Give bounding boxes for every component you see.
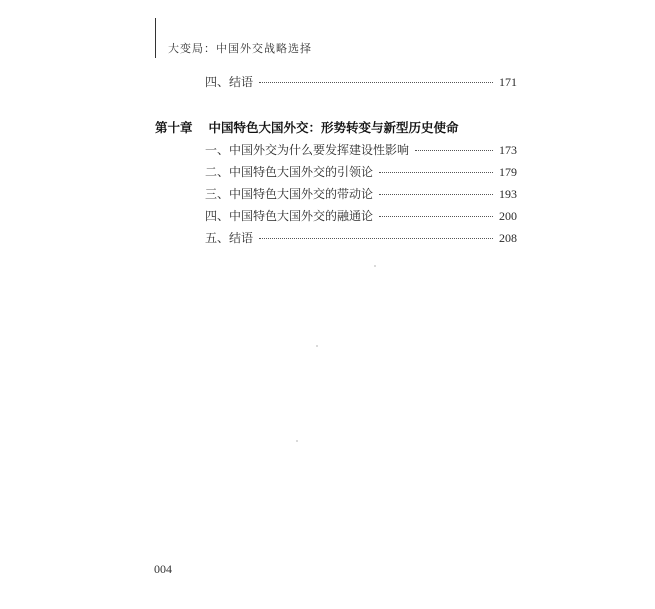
toc-entry-page: 179 xyxy=(499,165,517,179)
running-head: 大变局：中国外交战略选择 xyxy=(168,42,312,55)
scan-speck xyxy=(296,440,298,442)
leader-dots xyxy=(379,172,493,173)
scan-speck xyxy=(316,345,318,347)
toc-entry-label: 二、中国特色大国外交的引领论 xyxy=(205,165,374,179)
leader-dots xyxy=(379,216,493,217)
page-number: 004 xyxy=(154,562,172,576)
toc-entry-label: 三、中国特色大国外交的带动论 xyxy=(205,187,374,201)
scan-speck xyxy=(374,265,376,267)
toc-entry-page: 208 xyxy=(499,231,517,245)
toc-entry-page: 171 xyxy=(499,75,517,89)
chapter-heading xyxy=(155,118,459,136)
toc-entry xyxy=(205,229,517,246)
leader-dots xyxy=(379,194,493,195)
toc-entry xyxy=(205,207,517,224)
toc-entry-label: 一、中国外交为什么要发挥建设性影响 xyxy=(205,143,410,157)
header-rule xyxy=(155,18,156,58)
toc-entry-label: 五、结语 xyxy=(205,231,254,245)
toc-entry-label: 四、结语 xyxy=(205,75,254,89)
toc-entry-page: 193 xyxy=(499,187,517,201)
leader-dots xyxy=(259,82,493,83)
toc-entry-page: 200 xyxy=(499,209,517,223)
chapter-title: 中国特色大国外交：形势转变与新型历史使命 xyxy=(208,120,459,135)
toc-entry xyxy=(205,141,517,158)
toc-entry-label: 四、中国特色大国外交的融通论 xyxy=(205,209,374,223)
leader-dots xyxy=(415,150,493,151)
chapter-number: 第十章 xyxy=(155,120,193,135)
toc-entry xyxy=(205,73,517,90)
leader-dots xyxy=(259,238,493,239)
toc-entry xyxy=(205,163,517,180)
toc-entry xyxy=(205,185,517,202)
toc-entry-page: 173 xyxy=(499,143,517,157)
